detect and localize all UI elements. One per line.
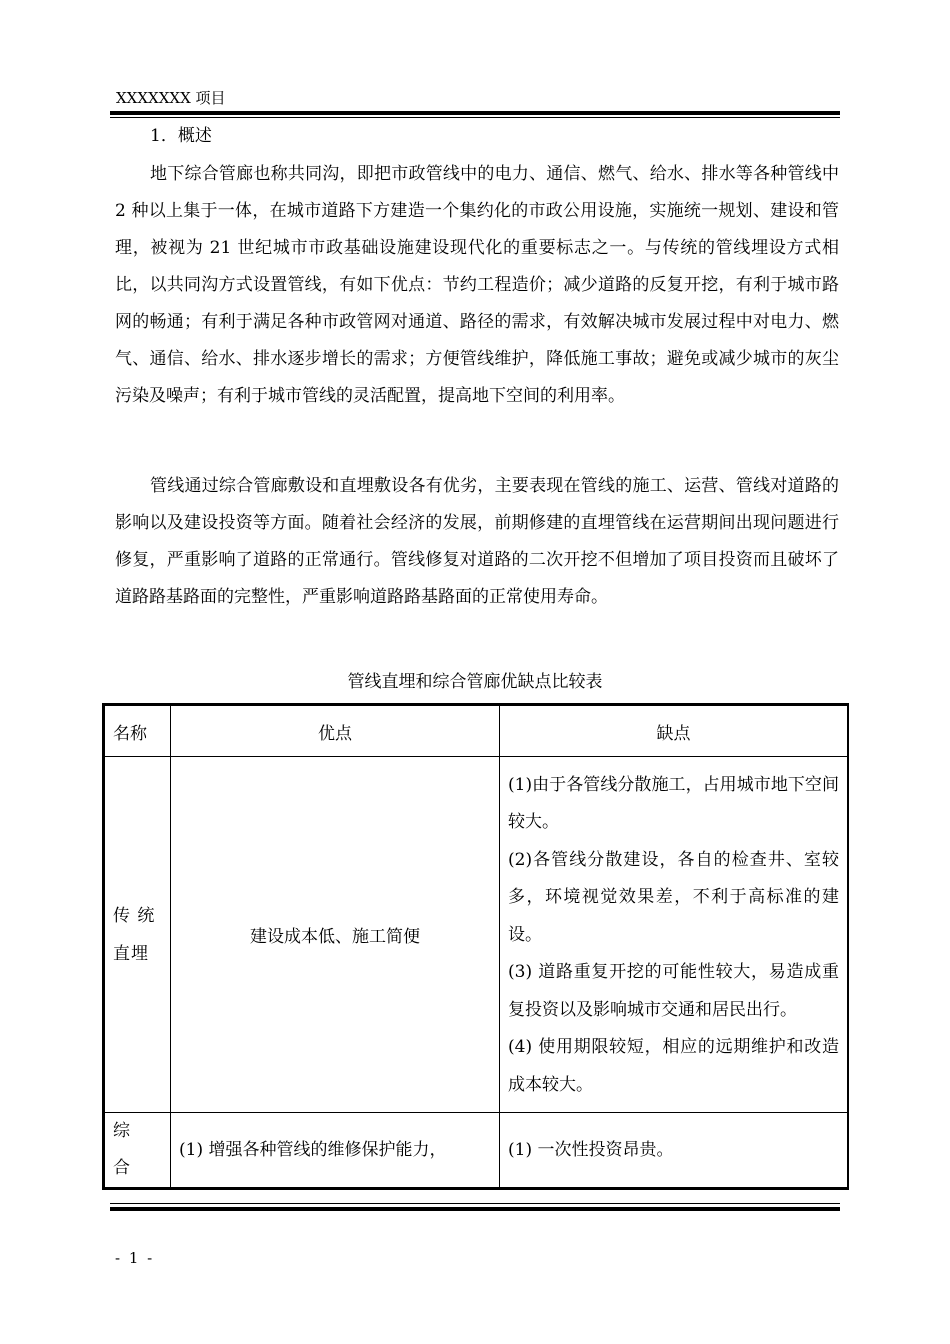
row-disadvantages-cell (500, 757, 848, 1113)
header-rule-thick (110, 111, 840, 115)
header-name: 名称 (105, 706, 171, 757)
disadvantage-item: (4) 使用期限较短，相应的远期维护和改造成本较大。 (508, 1037, 839, 1095)
table-row (105, 1113, 848, 1188)
row-advantages: (1) 增强各种管线的维修保护能力， (171, 1113, 500, 1188)
row-name-line: 直埋 (113, 943, 149, 964)
table-header-row (105, 706, 848, 757)
footer-rule-thick (110, 1207, 840, 1211)
row-name: 综 合 (105, 1113, 171, 1188)
footer-rule-thin (110, 1203, 840, 1204)
table-caption: 管线直埋和综合管廊优缺点比较表 (347, 672, 603, 692)
running-header: XXXXXXX 项目 (116, 89, 226, 107)
row-advantages: 建设成本低、施工简便 (171, 757, 500, 1113)
header-disadvantages: 缺点 (500, 706, 848, 757)
paragraph-overview: 地下综合管廊也称共同沟，即把市政管线中的电力、通信、燃气、给水、排水等各种管线中 2 种以上集于一体，在城市道路下方建造一个集约化的市政公用设施，实施统一规划、建设和管理，被视为 21 世纪城市市政基础设施建设现代化的重要标志之一。与传统的管线埋设方式相比，以共同沟方式设置管线，有如下优点：节约工程造价；减少道路的反复开挖，有利于城市路网的畅通；有利于满足各种市政管网对通道、路径的需求，有效解决城市发展过程中对电力、燃气、通信、给水、排水逐步增长的需求；方便管线维护，降低施工事故；避免或减少城市的灰尘污染及噪声；有利于城市管线的灵活配置，提高地下空间的利用率。 (115, 164, 839, 406)
header-rule-thin (110, 117, 840, 118)
disadvantage-item: (2)各管线分散建设，各自的检查井、室较多，环境视觉效果差，不利于高标准的建设。 (508, 849, 839, 945)
paragraph-comparison: 管线通过综合管廊敷设和直埋敷设各有优劣，主要表现在管线的施工、运营、管线对道路的影响以及建设投资等方面。随着社会经济的发展，前期修建的直埋管线在运营期间出现问题进行修复，严重影响了道路的正常通行。管线修复对道路的二次开挖不但增加了项目投资而且破坏了道路路基路面的完整性，严重影响道路路基路面的正常使用寿命。 (115, 476, 839, 607)
comparison-table (104, 705, 848, 1188)
section-heading: 1．概述 (150, 126, 212, 146)
disadvantage-item: (3) 道路重复开挖的可能性较大，易造成重复投资以及影响城市交通和居民出行。 (508, 962, 839, 1020)
row-name-line: 传 统 (113, 905, 156, 926)
header-advantages: 优点 (171, 706, 500, 757)
page-number: - 1 - (115, 1249, 155, 1267)
table-row (105, 757, 848, 1113)
row-name-cell (105, 757, 171, 1113)
row-disadvantages: (1) 一次性投资昂贵。 (500, 1113, 848, 1188)
disadvantage-item: (1)由于各管线分散施工，占用城市地下空间较大。 (508, 774, 839, 833)
